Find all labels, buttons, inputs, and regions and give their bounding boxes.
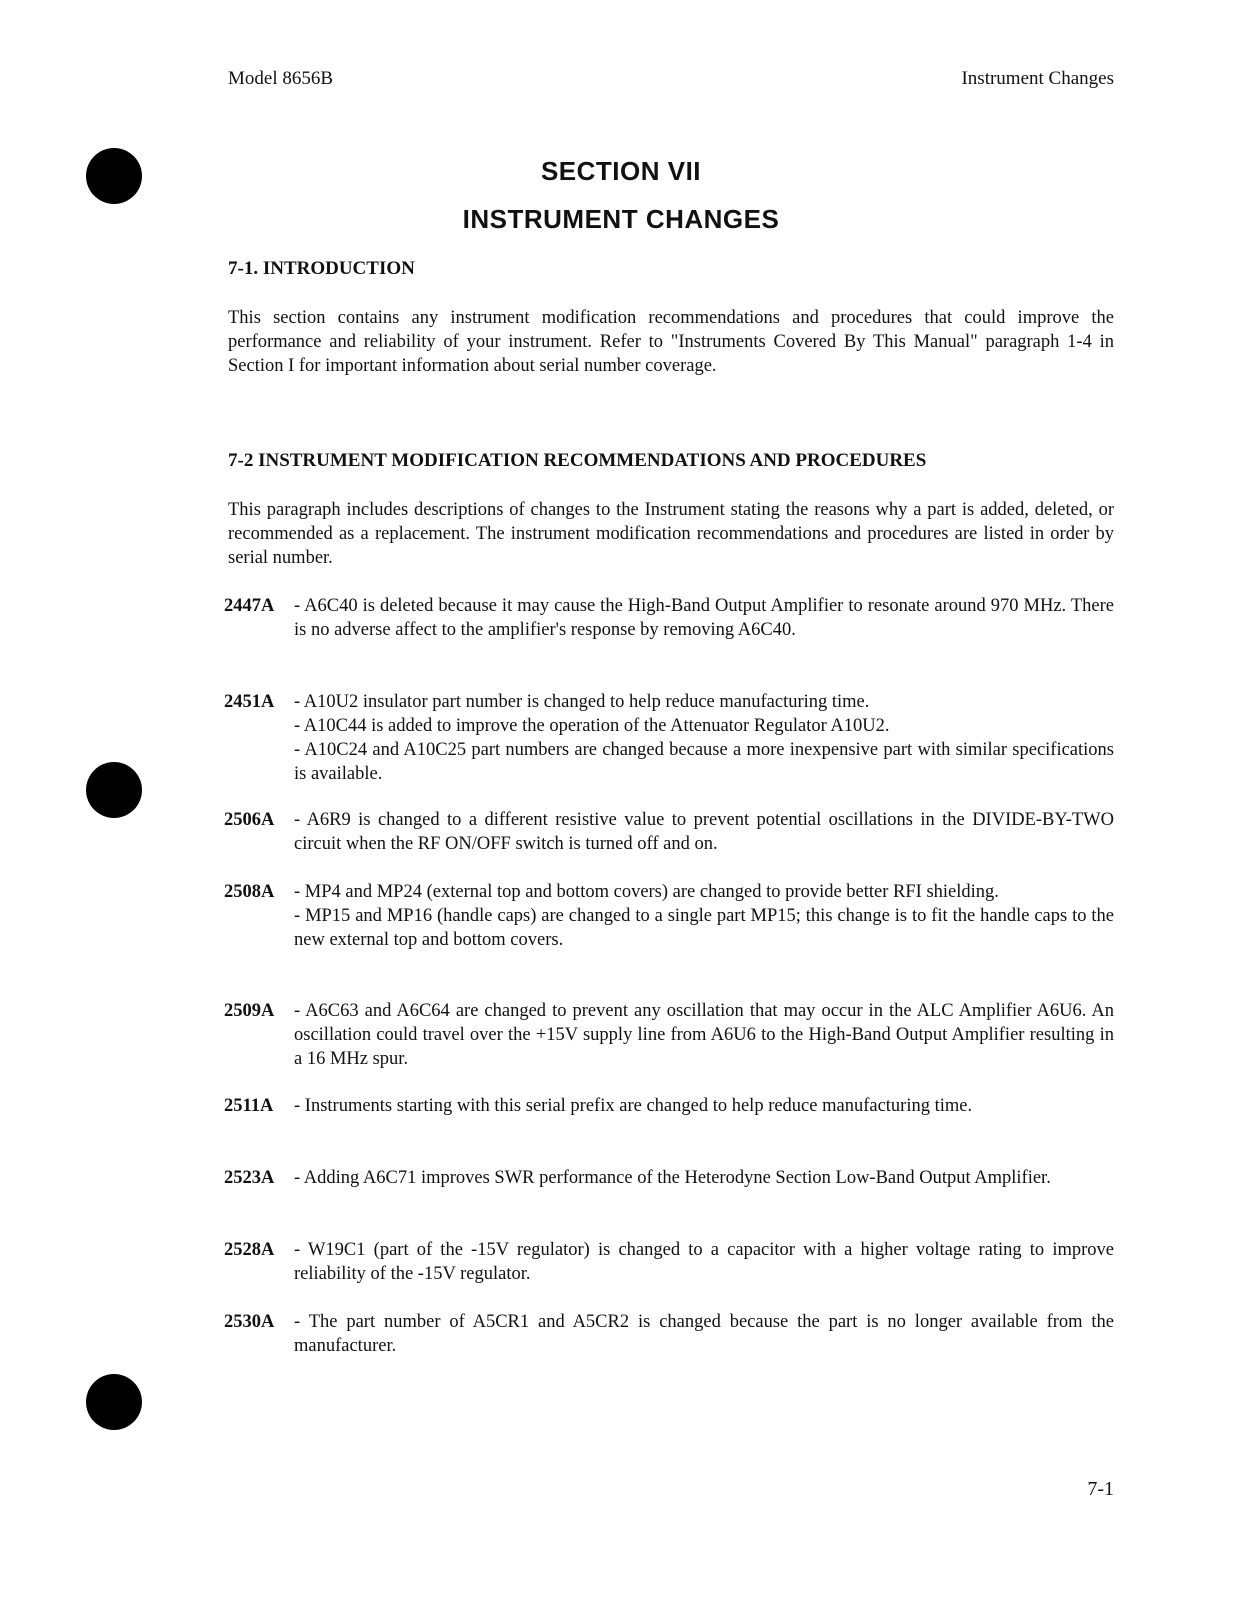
entry-line: - A10U2 insulator part number is changed to help reduce manufacturing time.: [294, 692, 870, 712]
mods-paragraph: This paragraph includes descriptions of changes to the Instrument stating the reasons why a part is added, deleted, or recommended as a replacement. The instrument modification recommendations and procedures are listed in order by serial number.: [228, 500, 1114, 568]
page-number: 7-1: [1087, 1478, 1114, 1500]
entry-prefix: 2506A: [224, 810, 275, 830]
entry-prefix: 2523A: [224, 1168, 275, 1188]
entry-prefix: 2447A: [224, 596, 275, 616]
entry-2508a: [224, 880, 1114, 952]
entry-2506a: [224, 808, 1114, 856]
entry-line: - A6C40 is deleted because it may cause the High-Band Output Amplifier to resonate around 970 MHz. There is no adverse affect to the amplifier's response by removing A6C40.: [294, 596, 1114, 640]
entry-line: - A10C44 is added to improve the operation of the Attenuator Regulator A10U2.: [294, 716, 890, 736]
entry-line: - W19C1 (part of the -15V regulator) is changed to a capacitor with a higher voltage rating to improve reliability of the -15V regulator.: [294, 1240, 1114, 1284]
entry-line: - Instruments starting with this serial prefix are changed to help reduce manufacturing time.: [294, 1096, 973, 1116]
entry-line: - Adding A6C71 improves SWR performance of the Heterodyne Section Low-Band Output Amplifier.: [294, 1168, 1051, 1188]
entry-prefix: 2451A: [224, 692, 275, 712]
entry-2511a: [224, 1094, 1114, 1118]
entry-prefix: 2511A: [224, 1096, 274, 1116]
entry-line: - The part number of A5CR1 and A5CR2 is changed because the part is no longer available from the manufacturer.: [294, 1312, 1114, 1356]
entry-prefix: 2508A: [224, 882, 275, 902]
entry-prefix: 2530A: [224, 1312, 275, 1332]
header-title: Instrument Changes: [961, 68, 1114, 89]
section-number: SECTION VII: [540, 156, 702, 186]
entry-line: - A10C24 and A10C25 part numbers are changed because a more inexpensive part with similar specifications is available.: [294, 740, 1114, 784]
entry-2523a: [224, 1166, 1114, 1190]
entry-2447a: [224, 594, 1114, 642]
entry-2530a: [224, 1310, 1114, 1358]
entry-line: - MP4 and MP24 (external top and bottom covers) are changed to provide better RFI shielding.: [294, 882, 999, 902]
mods-heading: 7-2 INSTRUMENT MODIFICATION RECOMMENDATIONS AND PROCEDURES: [228, 450, 927, 471]
entry-line: - A6C63 and A6C64 are changed to prevent any oscillation that may occur in the ALC Amplifier A6U6. An oscillation could travel over the +15V supply line from A6U6 to the High-Band Output Amplifier resulting in a 16 MHz spur.: [294, 1001, 1114, 1069]
entry-2528a: [224, 1238, 1114, 1286]
section-title: INSTRUMENT CHANGES: [462, 204, 780, 234]
header-model: Model 8656B: [228, 68, 334, 89]
binder-hole-middle: [86, 762, 142, 818]
entry-2509a: [224, 999, 1114, 1071]
entry-line: - A6R9 is changed to a different resistive value to prevent potential oscillations in the DIVIDE-BY-TWO circuit when the RF ON/OFF switch is turned off and on.: [294, 810, 1114, 854]
entry-prefix: 2528A: [224, 1240, 275, 1260]
entry-line: - MP15 and MP16 (handle caps) are changed to a single part MP15; this change is to fit the handle caps to the new external top and bottom covers.: [294, 906, 1114, 950]
binder-hole-bottom: [86, 1374, 142, 1430]
entry-2451a: [224, 690, 1114, 786]
intro-heading: 7-1. INTRODUCTION: [228, 258, 415, 279]
intro-paragraph: This section contains any instrument modification recommendations and procedures that could improve the performance and reliability of your instrument. Refer to "Instruments Covered By This Manual" paragraph 1-4 in Section I for important information about serial number coverage.: [228, 308, 1114, 376]
entry-prefix: 2509A: [224, 1001, 275, 1021]
